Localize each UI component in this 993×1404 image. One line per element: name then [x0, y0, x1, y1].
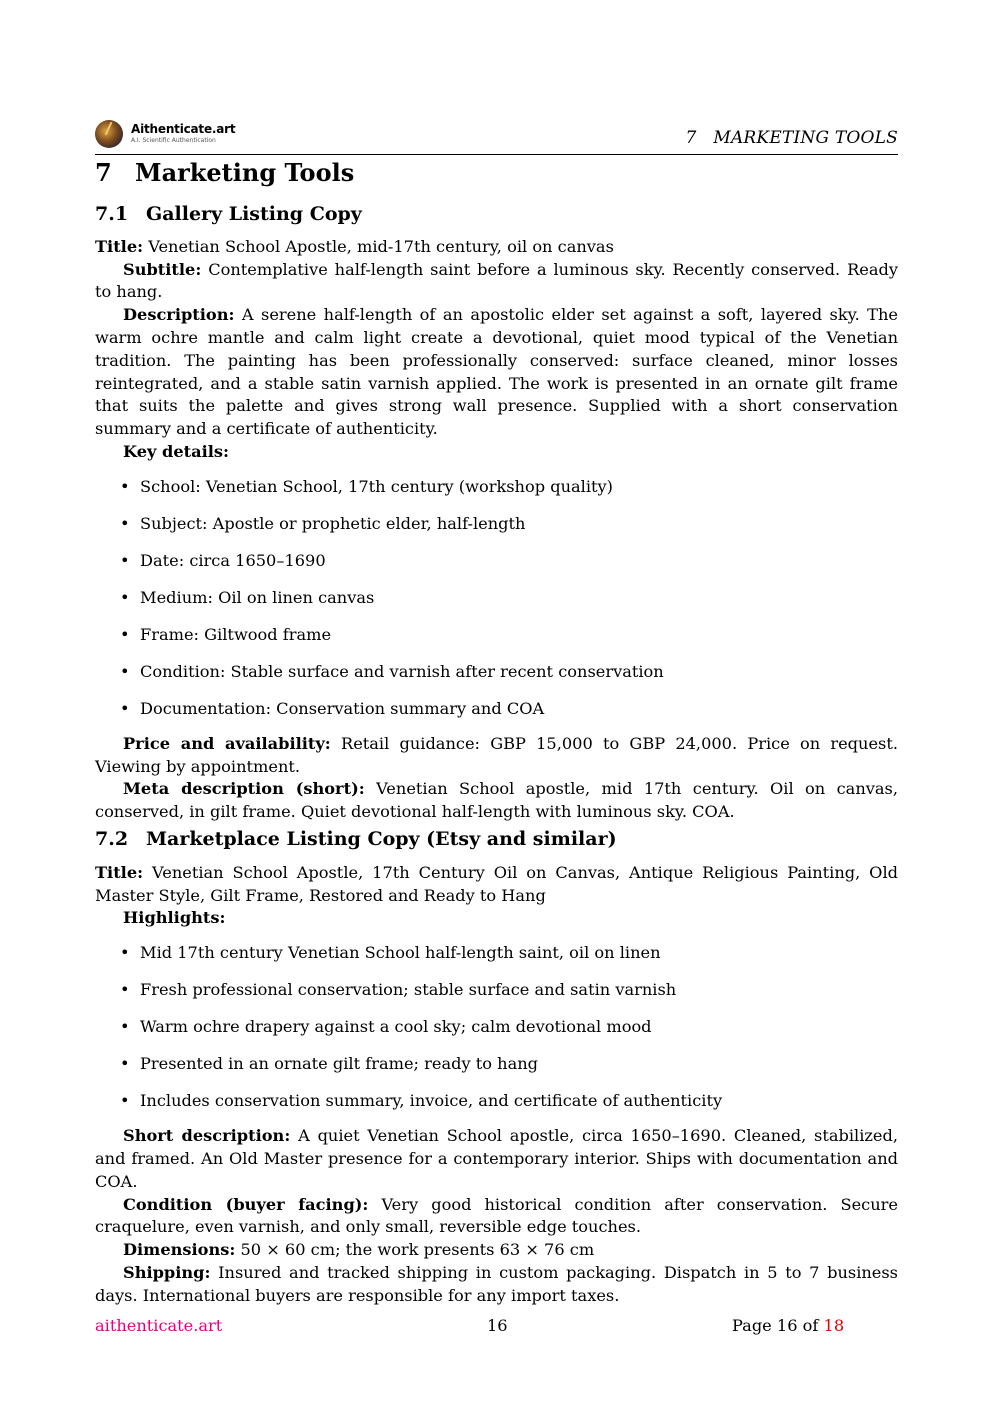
subsection-title: Marketplace Listing Copy (Etsy and similar) [146, 828, 617, 850]
dimensions-text: 50 × 60 cm; the work presents 63 × 76 cm [240, 1240, 595, 1260]
gallery-title-text: Venetian School Apostle, mid-17th century, oil on canvas [148, 236, 614, 256]
subsection-number: 7.1 [95, 203, 129, 225]
list-item: • Documentation: Conservation summary and COA [95, 698, 898, 723]
section-title: Marketing Tools [135, 158, 355, 187]
condition-text: Very good historical condition after conservation. Secure craquelure, even varnish, and only small, reversible edge touches. [95, 1194, 898, 1237]
gallery-description [95, 304, 898, 441]
dimensions [95, 1239, 898, 1262]
brand-name: Aithenticate.art [131, 122, 236, 136]
gallery-section [95, 203, 898, 824]
meta-text: Venetian School apostle, mid 17th century. Oil on canvas, conserved, in gilt frame. Quiet devotional half-length with luminous sky. COA. [95, 779, 898, 822]
list-item: • Fresh professional conservation; stable surface and satin varnish [95, 979, 898, 1016]
list-item: • Condition: Stable surface and varnish after recent conservation [95, 661, 898, 698]
label: Dimensions: [123, 1240, 236, 1260]
list-item: • Frame: Giltwood frame [95, 624, 898, 661]
marketplace-title-text: Venetian School Apostle, 17th Century Oil on Canvas, Antique Religious Painting, Old Master Style, Gilt Frame, Restored and Ready to Hang [95, 862, 898, 905]
key-details-label [95, 441, 898, 464]
label: Title: [95, 862, 144, 882]
short-description [95, 1125, 898, 1193]
label: Condition (buyer facing): [123, 1194, 369, 1214]
list-item: • Presented in an ornate gilt frame; ready to hang [95, 1053, 898, 1090]
highlights-label [95, 907, 898, 930]
list-item: • Includes conservation summary, invoice, and certificate of authenticity [95, 1090, 898, 1115]
label: Key details: [123, 441, 230, 461]
gallery-subtitle [95, 259, 898, 305]
price-availability [95, 733, 898, 779]
list-item: • Medium: Oil on linen canvas [95, 587, 898, 624]
list-item: • Mid 17th century Venetian School half-length saint, oil on linen [95, 942, 898, 979]
section-number: 7 [95, 158, 112, 187]
gallery-subtitle-text: Contemplative half-length saint before a luminous sky. Recently conserved. Ready to hang. [95, 259, 898, 302]
subsection-heading-marketplace [95, 828, 898, 851]
section-heading [95, 158, 354, 187]
page-total[interactable]: 18 [823, 1316, 845, 1335]
label: Price and availability: [123, 733, 331, 753]
label: Highlights: [123, 908, 226, 928]
meta-description [95, 778, 898, 824]
brand-logo [95, 120, 236, 148]
gallery-title [95, 236, 898, 259]
label: Subtitle: [123, 259, 202, 279]
footer-page-number: 16 [487, 1316, 508, 1335]
marketplace-title [95, 862, 898, 908]
page-header [95, 118, 898, 155]
footer-site-link[interactable]: aithenticate.art [95, 1316, 223, 1335]
label: Description: [123, 305, 235, 325]
short-description-text: A quiet Venetian School apostle, circa 1650–1690. Cleaned, stabilized, and framed. An Old Master presence for a contemporary interior. Ships with documentation and COA. [95, 1126, 898, 1191]
subsection-title: Gallery Listing Copy [146, 203, 362, 225]
condition [95, 1194, 898, 1240]
list-item: • School: Venetian School, 17th century (workshop quality) [95, 476, 898, 513]
label: Short description: [123, 1126, 291, 1146]
brand-tagline: A.I. Scientific Authentication [131, 137, 216, 144]
key-details-list [95, 476, 898, 723]
label: Meta description (short): [123, 779, 365, 799]
running-head: 7 MARKETING TOOLS [685, 128, 898, 148]
subsection-number: 7.2 [95, 828, 129, 850]
list-item: • Date: circa 1650–1690 [95, 550, 898, 587]
marketplace-section [95, 828, 898, 1308]
gallery-description-text: A serene half-length of an apostolic elder set against a soft, layered sky. The warm ochre mantle and calm light create a devotional, quiet mood typical of the Venetian tradition. The painting has been professionally conserved: surface cleaned, minor losses reintegrated, and a stable satin varnish applied. The work is presented in an ornate gilt frame that suits the palette and gives strong wall presence. Supplied with a short conservation summary and a certificate of authenticity. [95, 305, 898, 439]
subsection-heading-gallery [95, 203, 898, 226]
price-text: Retail guidance: GBP 15,000 to GBP 24,000. Price on request. Viewing by appointment. [95, 733, 898, 776]
label: Title: [95, 236, 144, 256]
list-item: • Warm ochre drapery against a cool sky; calm devotional mood [95, 1016, 898, 1053]
list-item: • Subject: Apostle or prophetic elder, half-length [95, 513, 898, 550]
footer-page-of [732, 1316, 844, 1335]
page-of-prefix: Page 16 of [732, 1316, 819, 1335]
label: Shipping: [123, 1262, 211, 1282]
document-page [95, 0, 898, 1404]
shipping-text: Insured and tracked shipping in custom packaging. Dispatch in 5 to 7 business days. International buyers are responsible for any import taxes. [95, 1262, 898, 1305]
highlights-list [95, 942, 898, 1115]
shipping [95, 1262, 898, 1308]
brand-logo-icon [95, 120, 123, 148]
